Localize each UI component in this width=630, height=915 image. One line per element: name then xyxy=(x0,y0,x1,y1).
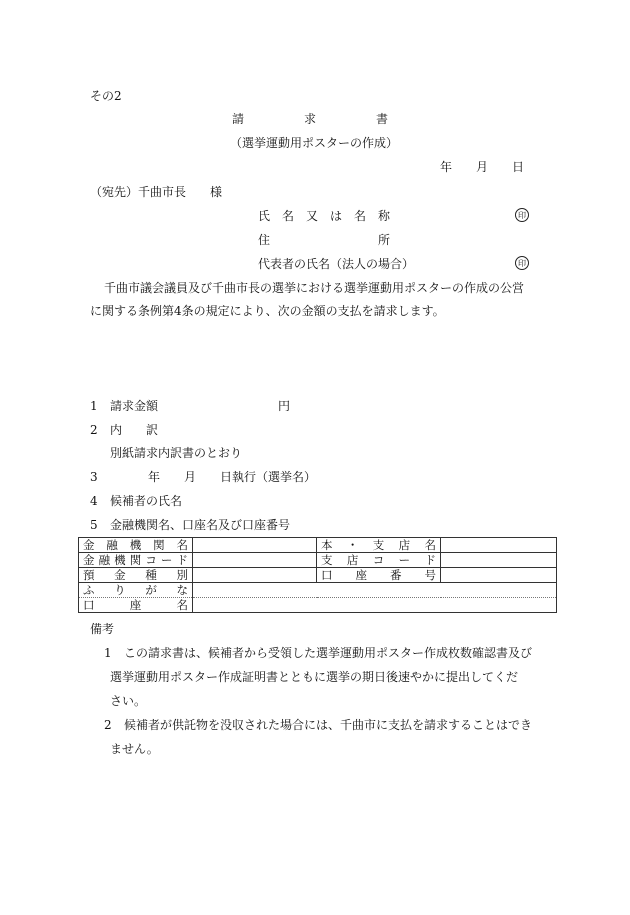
item-1-number: 1 xyxy=(90,399,98,413)
item-5-number: 5 xyxy=(90,518,98,532)
representative-label: 代表者の氏名（法人の場合） xyxy=(258,257,415,271)
item-3-text: 年 月 日執行（選挙名） xyxy=(148,470,317,484)
note-2-number: 2 xyxy=(104,718,112,732)
document-title: 請 求 書 xyxy=(232,112,389,126)
branch-code-field[interactable] xyxy=(441,553,557,568)
addressee: （宛先）千曲市長 様 xyxy=(90,185,223,199)
table-row xyxy=(79,553,557,568)
furigana-field[interactable] xyxy=(193,583,557,598)
item-2-number: 2 xyxy=(90,423,98,437)
note-1-line1: この請求書は、候補者から受領した選挙運動用ポスター作成枚数確認書及び xyxy=(124,646,533,660)
item-2-label: 内 訳 xyxy=(110,423,159,437)
item-1-unit: 円 xyxy=(278,399,291,413)
branch-name-label: 本・支店名 xyxy=(317,538,441,553)
form-number: その2 xyxy=(90,89,122,103)
note-2-line1: 候補者が供託物を没収された場合には、千曲市に支払を請求することはでき xyxy=(124,718,533,732)
bank-account-table xyxy=(78,537,557,613)
table-row xyxy=(79,568,557,583)
table-row xyxy=(79,538,557,553)
note-2-line2: ません。 xyxy=(110,742,159,756)
account-type-label: 預金種別 xyxy=(79,568,193,583)
item-4-label: 候補者の氏名 xyxy=(110,494,183,508)
seal-mark-representative: 印 xyxy=(515,256,529,270)
note-1-line3: さい。 xyxy=(110,694,147,708)
bank-code-field[interactable] xyxy=(193,553,317,568)
item-4-number: 4 xyxy=(90,494,98,508)
body-text-line1: 千曲市議会議員及び千曲市長の選挙における選挙運動用ポスターの作成の公営 xyxy=(104,281,525,295)
item-1-label: 請求金額 xyxy=(110,399,159,413)
name-label: 氏 名 又 は 名 称 xyxy=(258,209,391,223)
date-field: 年 月 日 xyxy=(440,160,525,174)
notes-heading: 備考 xyxy=(90,622,115,636)
table-row xyxy=(79,583,557,598)
account-name-label: 口座名 xyxy=(79,598,193,613)
document-subtitle: （選挙運動用ポスターの作成） xyxy=(230,136,399,150)
item-2-detail: 別紙請求内訳書のとおり xyxy=(110,446,243,460)
branch-name-field[interactable] xyxy=(441,538,557,553)
address-label: 住 所 xyxy=(258,233,391,247)
item-5-label: 金融機関名、口座名及び口座番号 xyxy=(110,518,291,532)
table-row xyxy=(79,598,557,613)
bank-code-label: 金融機関コード xyxy=(79,553,193,568)
account-type-field[interactable] xyxy=(193,568,317,583)
note-1-line2: 選挙運動用ポスター作成証明書とともに選挙の期日後速やかに提出してくだ xyxy=(110,670,519,684)
account-name-field[interactable] xyxy=(193,598,557,613)
branch-code-label: 支店コード xyxy=(317,553,441,568)
note-1-number: 1 xyxy=(104,646,112,660)
bank-name-label: 金融機関名 xyxy=(79,538,193,553)
body-text-line2: に関する条例第4条の規定により、次の金額の支払を請求します。 xyxy=(90,304,445,318)
account-number-field[interactable] xyxy=(441,568,557,583)
bank-name-field[interactable] xyxy=(193,538,317,553)
furigana-label: ふりがな xyxy=(79,583,193,598)
account-number-label: 口座番号 xyxy=(317,568,441,583)
item-3-number: 3 xyxy=(90,470,98,484)
seal-mark-name: 印 xyxy=(515,208,529,222)
